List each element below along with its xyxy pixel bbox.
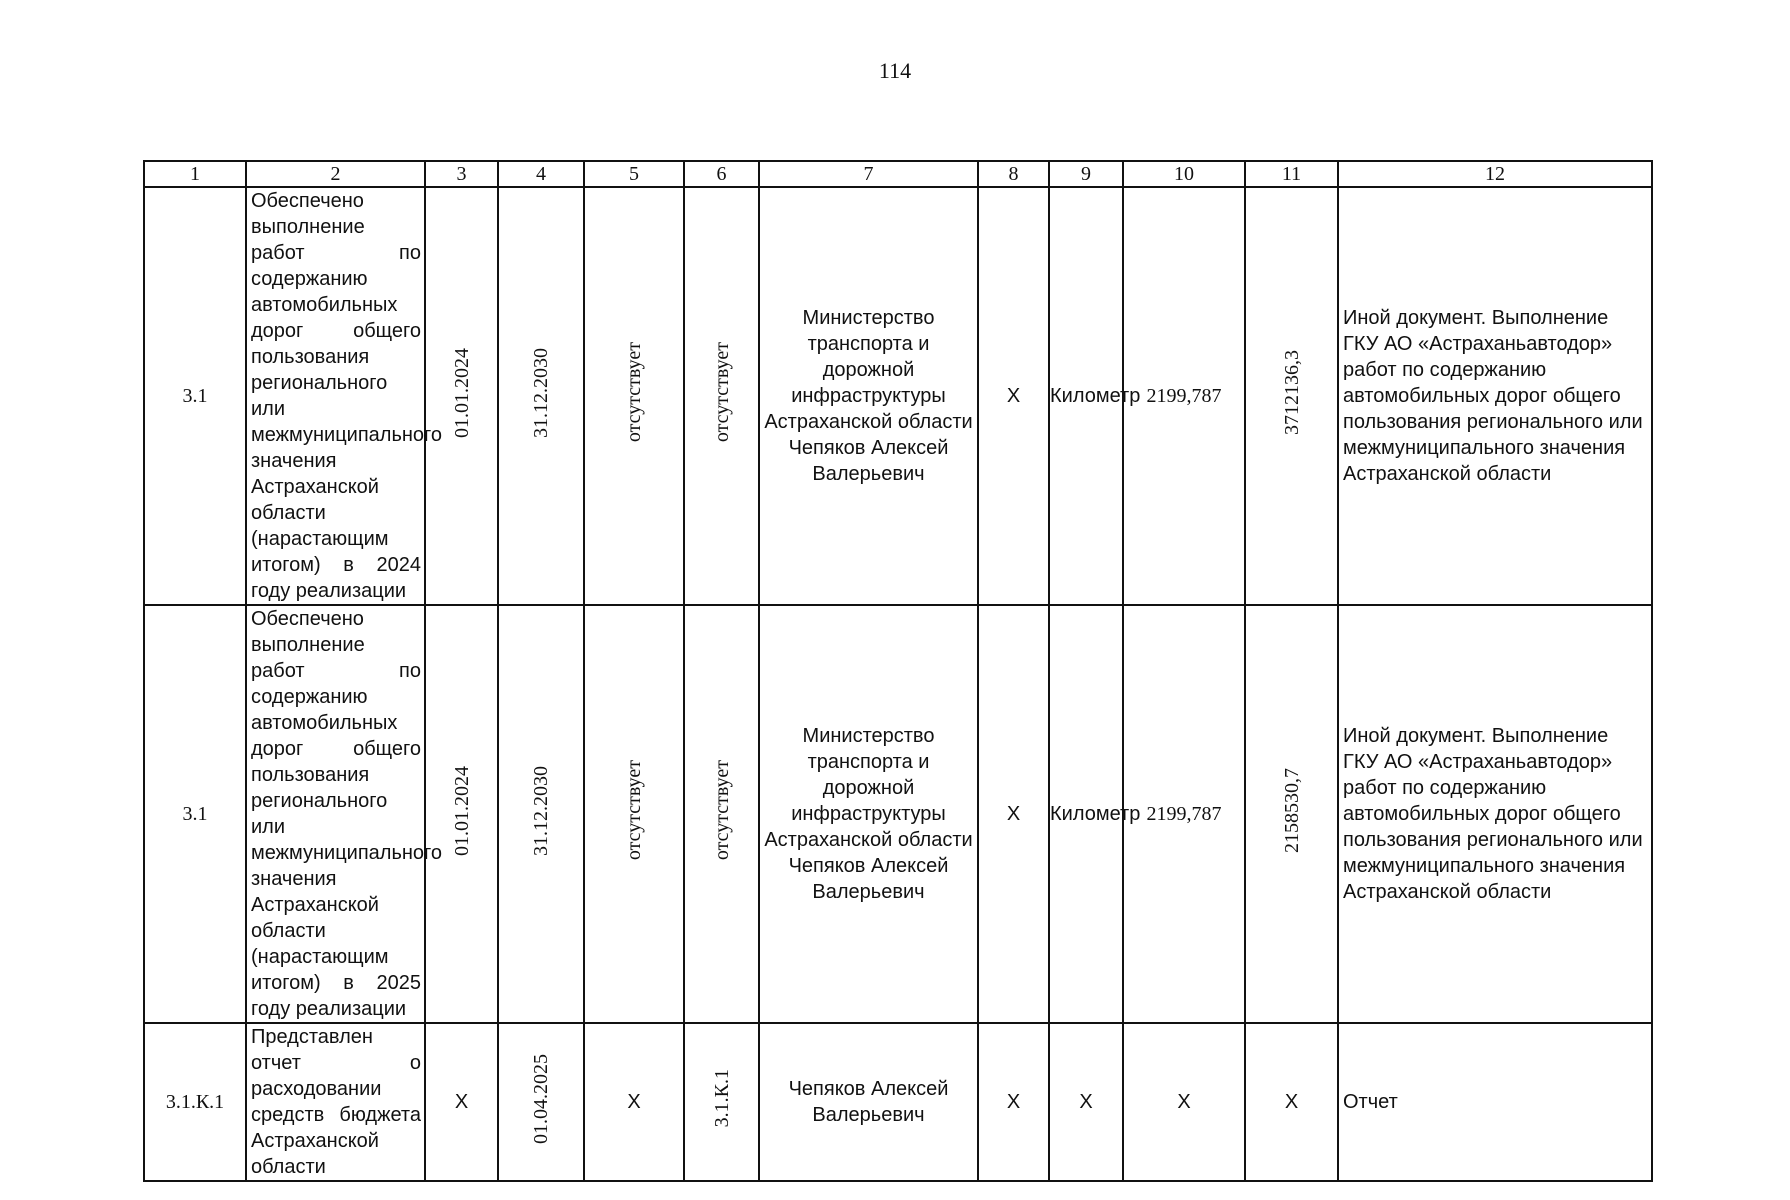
col11-value: X bbox=[1245, 1023, 1338, 1181]
col6-value: 3.1.К.1 bbox=[710, 1069, 733, 1128]
header-cell: 8 bbox=[978, 161, 1049, 187]
col8-value: X bbox=[978, 1023, 1049, 1181]
unit: Километр bbox=[1049, 605, 1123, 1023]
col5-value: отсутствует bbox=[623, 342, 645, 443]
row-number: 3.1.К.1 bbox=[144, 1023, 246, 1181]
col10-value: 2199,787 bbox=[1123, 605, 1245, 1023]
table-row bbox=[144, 1023, 1652, 1181]
col6-value: отсутствует bbox=[710, 342, 733, 443]
unit: Километр bbox=[1049, 187, 1123, 605]
start-date: 01.01.2024 bbox=[450, 765, 473, 856]
start-date: 01.01.2024 bbox=[450, 347, 473, 438]
header-cell: 1 bbox=[144, 161, 246, 187]
header-cell: 2 bbox=[246, 161, 425, 187]
col10-value: X bbox=[1123, 1023, 1245, 1181]
header-row bbox=[144, 161, 1652, 187]
col8-value: X bbox=[978, 605, 1049, 1023]
table-row bbox=[144, 187, 1652, 605]
header-cell: 7 bbox=[759, 161, 978, 187]
header-cell: 9 bbox=[1049, 161, 1123, 187]
page-number: 114 bbox=[878, 58, 912, 83]
col11-value: 2158530,7 bbox=[1280, 768, 1303, 853]
end-date: 01.04.2025 bbox=[530, 1053, 552, 1144]
col10-value: 2199,787 bbox=[1123, 187, 1245, 605]
result-description: Обеспечено выполнение работ по содержанию автомобильных дорог общего пользования регионального или межмуниципального значения Астраханской области (нарастающим итогом) в 2025 году реализации bbox=[246, 605, 425, 1023]
col5-value: X bbox=[584, 1023, 684, 1181]
header-cell: 3 bbox=[425, 161, 498, 187]
document: Иной документ. Выполнение ГКУ АО «Астраханьавтодор» работ по содержанию автомобильных дорог общего пользования регионального или межмуниципального значения Астраханской области bbox=[1338, 605, 1652, 1023]
col6-value: отсутствует bbox=[710, 760, 733, 861]
header-cell: 11 bbox=[1245, 161, 1338, 187]
header-cell: 12 bbox=[1338, 161, 1652, 187]
start-date: X bbox=[425, 1023, 498, 1181]
header-cell: 4 bbox=[498, 161, 584, 187]
header-cell: 10 bbox=[1123, 161, 1245, 187]
table-row bbox=[144, 605, 1652, 1023]
col5-value: отсутствует bbox=[623, 760, 645, 861]
responsible: Министерство транспорта и дорожной инфраструктуры Астраханской области Чепяков Алексей Валерьевич bbox=[759, 187, 978, 605]
document: Отчет bbox=[1338, 1023, 1652, 1181]
end-date: 31.12.2030 bbox=[530, 347, 552, 438]
responsible: Министерство транспорта и дорожной инфраструктуры Астраханской области Чепяков Алексей Валерьевич bbox=[759, 605, 978, 1023]
result-description: Представлен отчет о расходовании средств бюджета Астраханской области bbox=[246, 1023, 425, 1181]
col11-value: 3712136,3 bbox=[1280, 350, 1303, 435]
row-number: 3.1 bbox=[144, 605, 246, 1023]
end-date: 31.12.2030 bbox=[530, 765, 552, 856]
document: Иной документ. Выполнение ГКУ АО «Астраханьавтодор» работ по содержанию автомобильных дорог общего пользования регионального или межмуниципального значения Астраханской области bbox=[1338, 187, 1652, 605]
result-description: Обеспечено выполнение работ по содержанию автомобильных дорог общего пользования регионального или межмуниципального значения Астраханской области (нарастающим итогом) в 2024 году реализации bbox=[246, 187, 425, 605]
control-points-table bbox=[143, 160, 1653, 1182]
col8-value: X bbox=[978, 187, 1049, 605]
header-cell: 5 bbox=[584, 161, 684, 187]
header-cell: 6 bbox=[684, 161, 759, 187]
responsible: Чепяков Алексей Валерьевич bbox=[759, 1023, 978, 1181]
row-number: 3.1 bbox=[144, 187, 246, 605]
unit: X bbox=[1049, 1023, 1123, 1181]
